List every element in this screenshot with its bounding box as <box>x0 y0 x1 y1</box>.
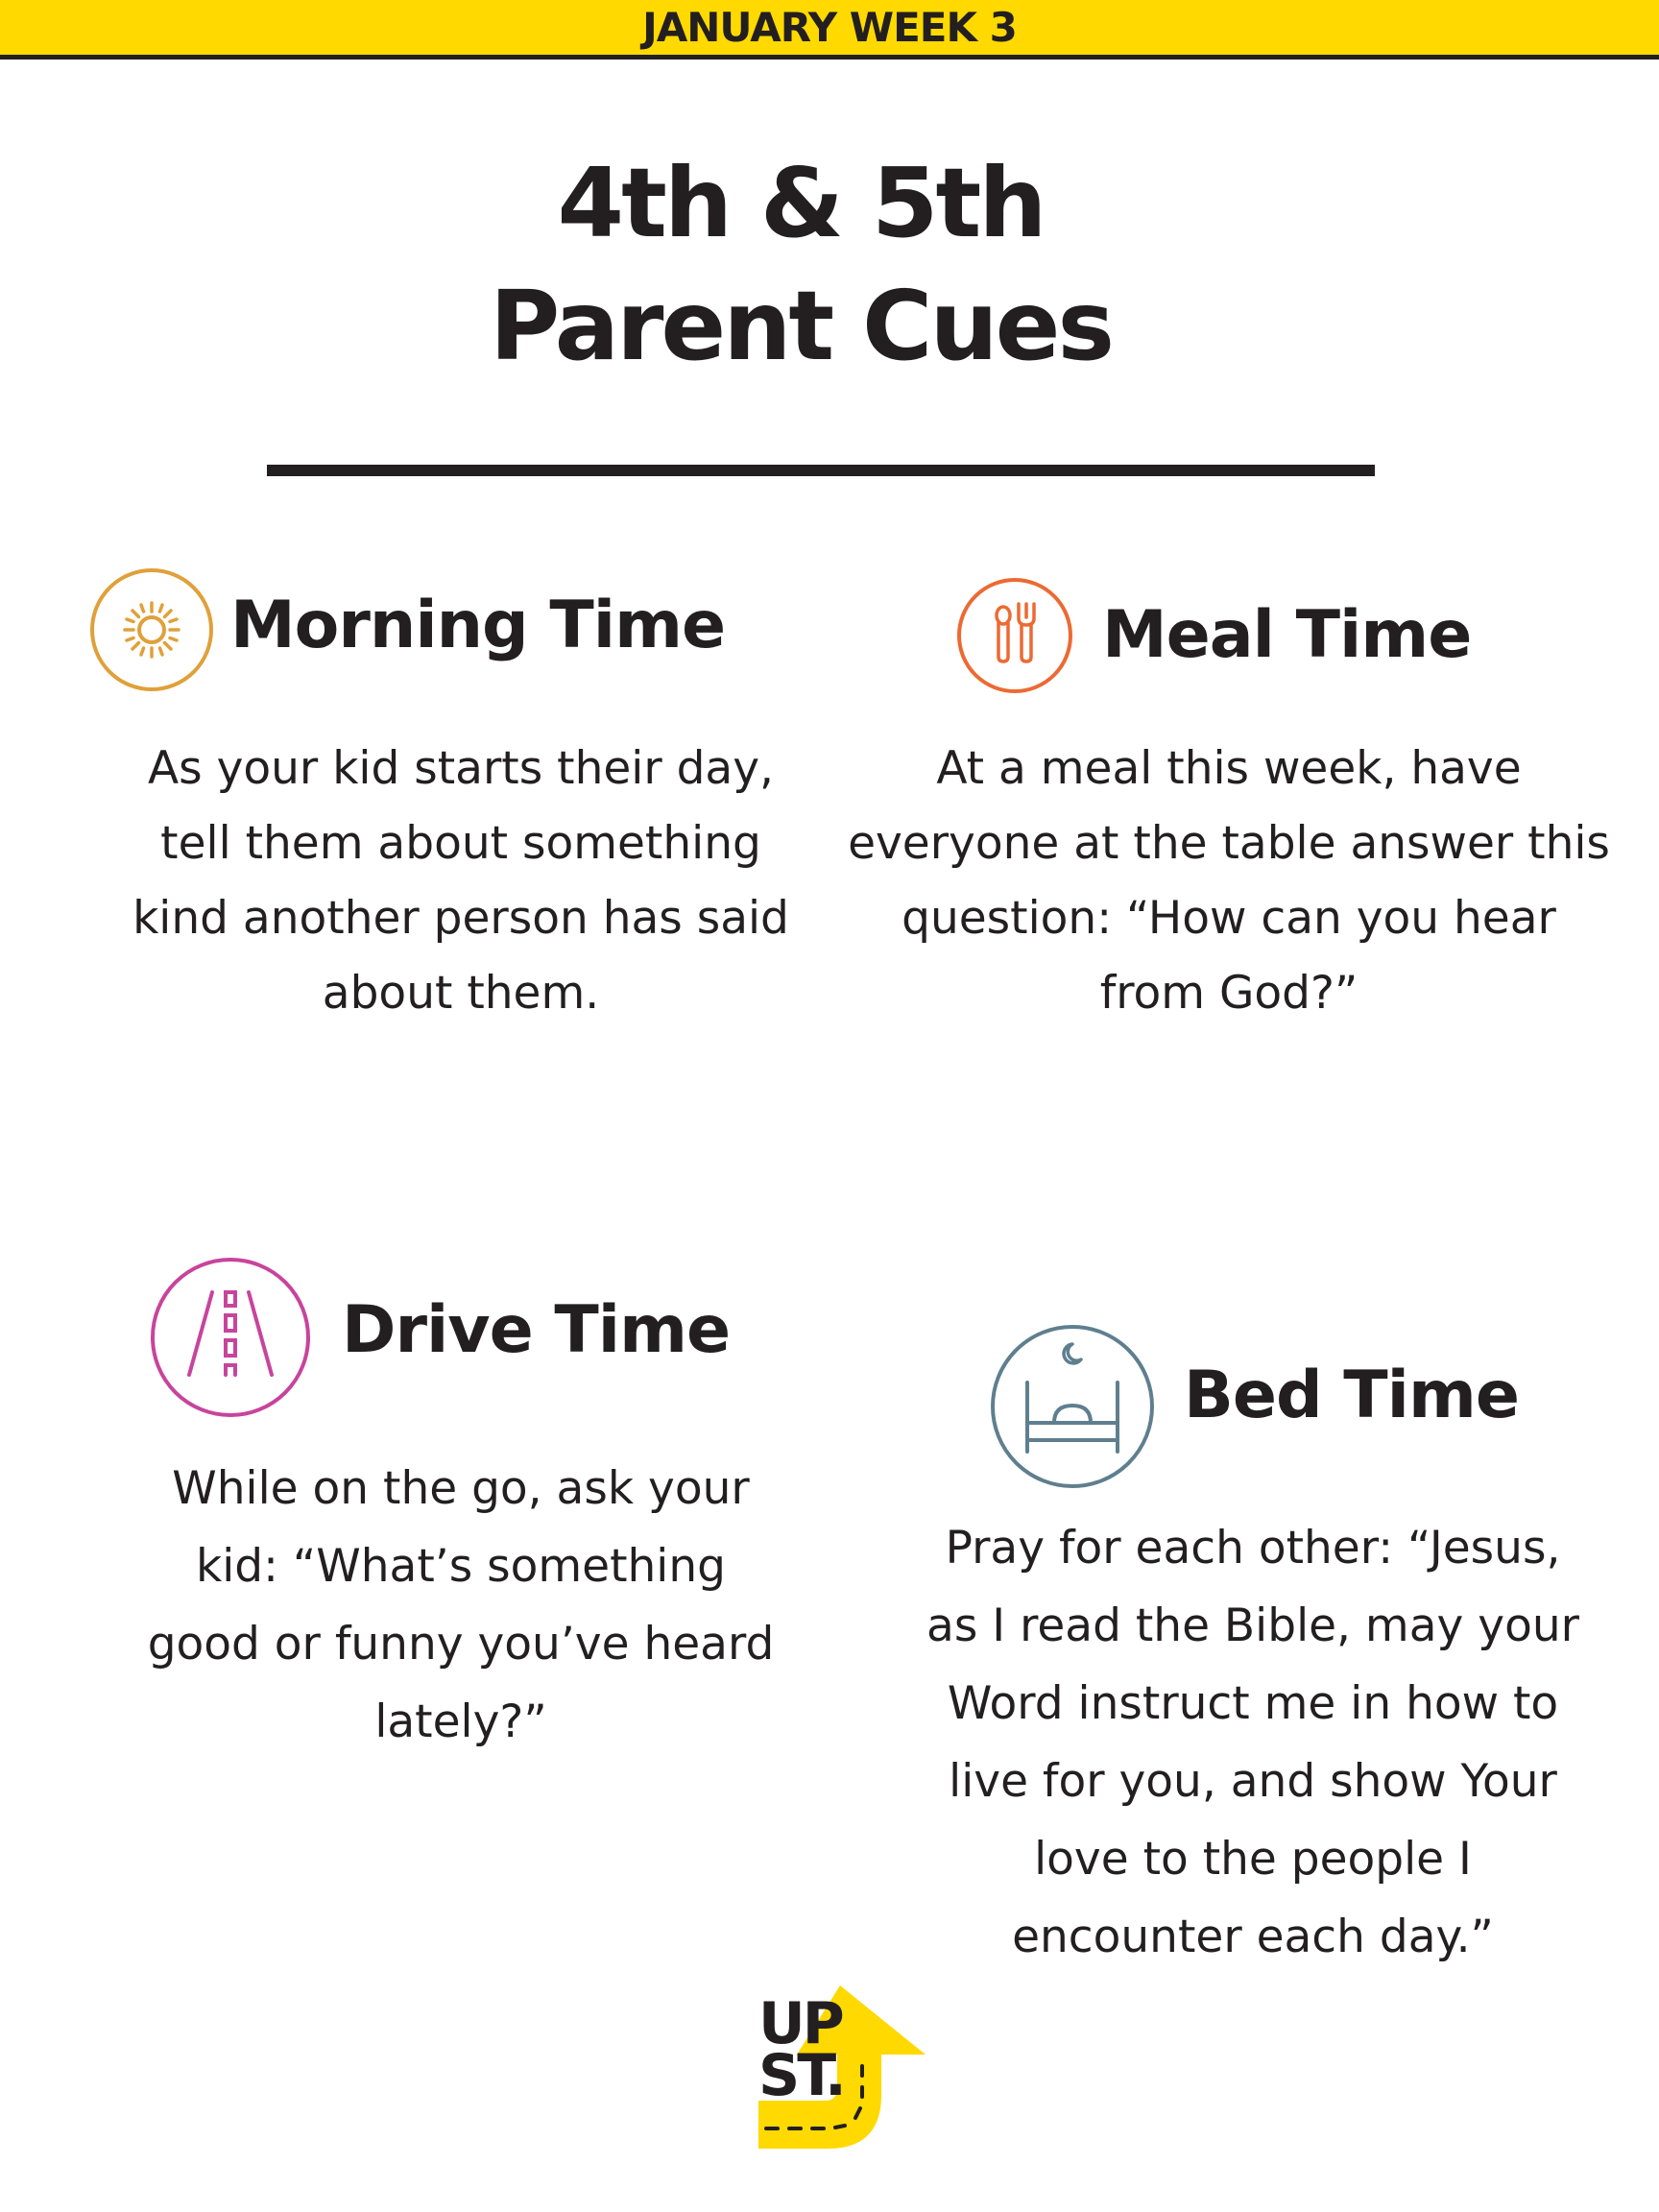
drive-line-1: While on the go, ask your <box>172 1462 750 1515</box>
meal-time-heading: Meal Time <box>1102 597 1472 673</box>
page-title <box>0 142 1601 388</box>
bed-line-3: Word instruct me in how to <box>947 1677 1559 1730</box>
top-banner <box>0 0 1659 60</box>
title-line-2: Parent Cues <box>490 270 1112 382</box>
morning-line-1: As your kid starts their day, <box>148 742 774 795</box>
bed-line-5: love to the people I <box>1034 1833 1472 1886</box>
morning-line-3: kind another person has said <box>132 892 789 945</box>
road-icon <box>149 1256 312 1419</box>
drive-line-3: good or funny you’ve heard <box>147 1618 775 1671</box>
logo-line-2: ST. <box>758 2042 844 2109</box>
upstreet-logo <box>749 1980 931 2154</box>
meal-line-2: everyone at the table answer this <box>848 817 1610 870</box>
title-line-1: 4th & 5th <box>557 147 1045 259</box>
bed-icon <box>989 1323 1156 1490</box>
meal-line-4: from God?” <box>1099 967 1358 1020</box>
bed-line-2: as I read the Bible, may your <box>926 1599 1579 1652</box>
drive-time-heading: Drive Time <box>342 1292 731 1368</box>
bed-time-text <box>859 1509 1647 1976</box>
meal-line-3: question: “How can you hear <box>902 892 1556 945</box>
drive-line-4: lately?” <box>374 1695 547 1748</box>
bed-time-heading: Bed Time <box>1184 1358 1519 1433</box>
meal-time-text <box>816 732 1642 1031</box>
drive-line-2: kid: “What’s something <box>196 1540 726 1593</box>
morning-time-text <box>96 732 826 1031</box>
logo-line-1: UP <box>758 1990 842 2057</box>
morning-line-2: tell them about something <box>160 817 761 870</box>
drive-time-text <box>96 1450 826 1761</box>
utensils-icon <box>955 576 1074 695</box>
bed-line-6: encounter each day.” <box>1012 1911 1494 1963</box>
meal-line-1: At a meal this week, have <box>936 742 1522 795</box>
morning-line-4: about them. <box>322 967 600 1020</box>
bed-line-1: Pray for each other: “Jesus, <box>945 1522 1561 1575</box>
banner-text: JANUARY WEEK 3 <box>642 4 1017 51</box>
bed-line-4: live for you, and show Your <box>949 1755 1557 1808</box>
title-divider <box>267 465 1375 476</box>
morning-time-heading: Morning Time <box>230 588 726 663</box>
sun-icon <box>88 566 215 693</box>
